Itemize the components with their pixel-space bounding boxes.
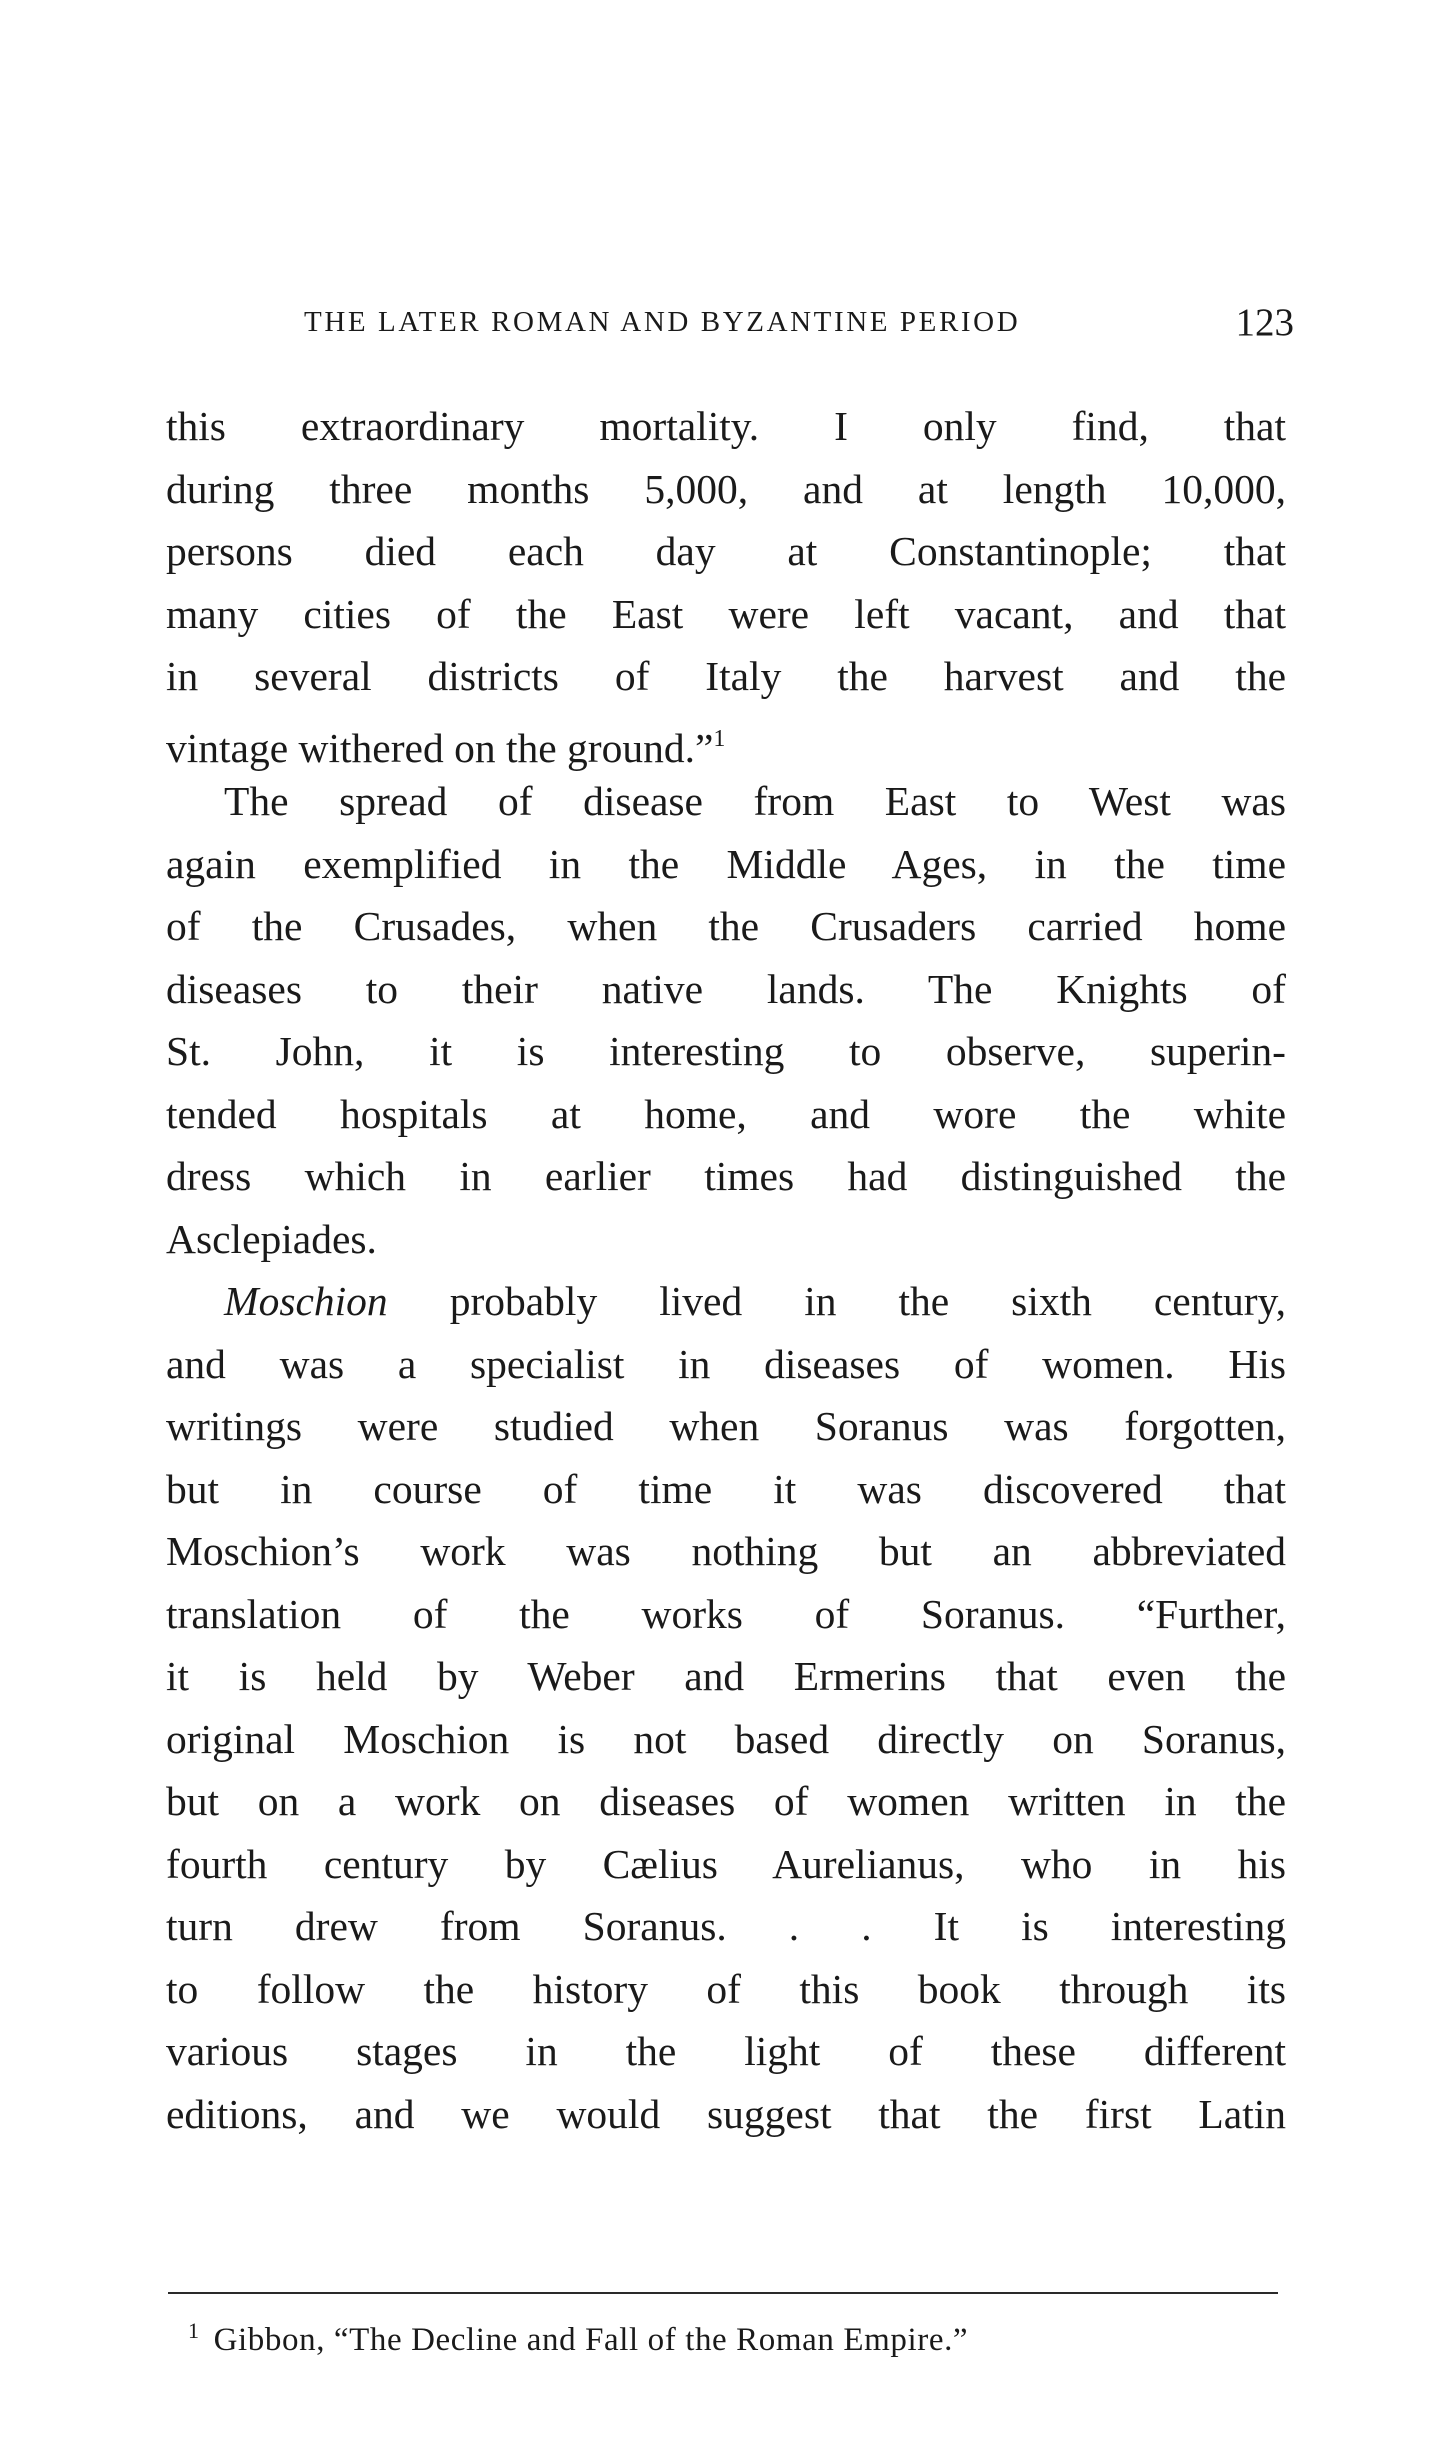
text-line: but in course of time it was discovered that [166, 1465, 1286, 1512]
running-head [304, 300, 1294, 350]
text-line: this extraordinary mortality. I only find, that [166, 403, 1286, 449]
text-line: and was a specialist in diseases of women. His [166, 1340, 1286, 1387]
body-text [166, 395, 1286, 2145]
text-line: fourth century by Cælius Aurelianus, who in his [166, 1840, 1286, 1887]
text-line: Asclepiades. [166, 1215, 377, 1262]
text-line: The spread of disease from East to West was [224, 778, 1286, 824]
text-line: during three months 5,000, and at length 10,000, [166, 465, 1286, 512]
page-number: 123 [1235, 301, 1294, 344]
italic-name: Moschion [224, 1278, 388, 1324]
text-line: but on a work on diseases of women written in the [166, 1778, 1286, 1824]
paragraph-1 [166, 395, 1286, 770]
footnote-mark: 1 [188, 2318, 200, 2343]
footnote [188, 2318, 968, 2359]
text-line: again exemplified in the Middle Ages, in the time [166, 840, 1286, 887]
text-line-first [166, 1270, 1286, 1333]
paragraph-3 [166, 1270, 1286, 2145]
text-line: writings were studied when Soranus was forgotten, [166, 1403, 1286, 1449]
text-line: dress which in earlier times had distinguished the [166, 1153, 1286, 1199]
text-line: many cities of the East were left vacant, and that [166, 590, 1286, 637]
text-line: persons died each day at Constantinople; that [166, 528, 1286, 574]
text-line-content: probably lived in the sixth century, [449, 1278, 1287, 1324]
text-line: Moschion’s work was nothing but an abbreviated [166, 1528, 1286, 1574]
text-line-last [166, 708, 1286, 771]
text-line: of the Crusades, when the Crusaders carried home [166, 903, 1286, 949]
text-line: editions, and we would suggest that the first Latin [166, 2090, 1286, 2137]
footnote-reference: 1 [713, 725, 726, 752]
text-line: tended hospitals at home, and wore the white [166, 1090, 1286, 1137]
text-line: it is held by Weber and Ermerins that even the [166, 1653, 1286, 1699]
text-line: original Moschion is not based directly on Soranus, [166, 1715, 1286, 1762]
text-line: translation of the works of Soranus. “Further, [166, 1590, 1286, 1637]
paragraph-2 [166, 770, 1286, 1270]
text-line: various stages in the light of these different [166, 2028, 1286, 2074]
text-line: in several districts of Italy the harvest and the [166, 653, 1286, 699]
footnote-divider [168, 2292, 1278, 2294]
text-line: St. John, it is interesting to observe, superin- [166, 1028, 1286, 1074]
text-line: to follow the history of this book through its [166, 1965, 1286, 2012]
text-line: diseases to their native lands. The Knights of [166, 965, 1286, 1012]
footnote-text: Gibbon, “The Decline and Fall of the Roman Empire.” [213, 2322, 969, 2358]
running-title: THE LATER ROMAN AND BYZANTINE PERIOD [304, 306, 1021, 338]
text-line-content: vintage withered on the ground.” [166, 724, 714, 771]
text-line: turn drew from Soranus. . . It is interesting [166, 1903, 1286, 1949]
